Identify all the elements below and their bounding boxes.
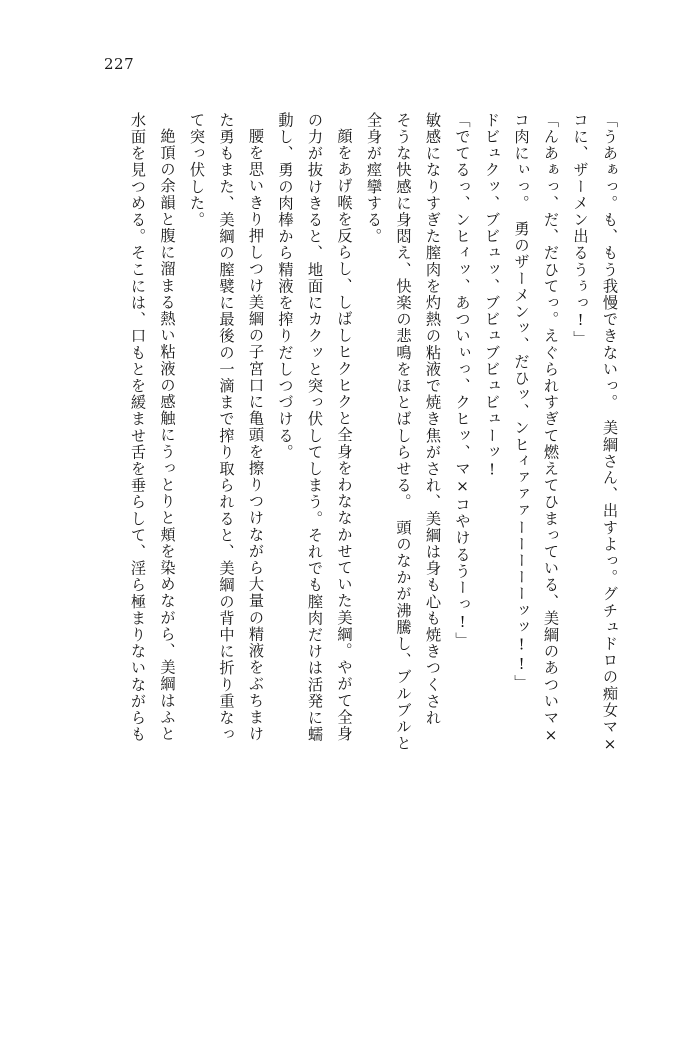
- text-column: 「うあぁっ。も、もう我慢できないっ。 美綱さん、出すよっ。グチュドロの痴女マ×: [601, 112, 619, 755]
- text-column: の力が抜けきると、地面にカクッと突っ伏してしまう。それでも膣肉だけは活発に蠕: [306, 112, 324, 743]
- text-column: 動し、勇の肉棒から精液を搾りだしつづける。: [276, 112, 295, 461]
- text-column: 全身が痙攣する。: [365, 112, 383, 245]
- text-column: そうな快感に身悶え、快楽の悲鳴をほとばしらせる。 頭のなかが沸騰し、ブルブルと: [394, 112, 413, 752]
- text-column: 敏感になりすぎた膣肉を灼熱の粘液で焼き焦がされ、美綱は身も心も焼きつくされ: [424, 112, 442, 727]
- text-column: ドビュクッ、ブビュッ、ブビュブビュビューッ!: [483, 112, 501, 480]
- text-column: 腰を思いきり押しつけ美綱の子宮口に亀頭を擦りつけながら大量の精液をぶちまけ: [247, 128, 265, 743]
- text-column: 顔をあげ喉を反らし、しばしヒクヒクと全身をわななかせていた美綱。やがて全身: [335, 128, 354, 743]
- text-column: 「でてるっ、ンヒィッ、あついぃっ、クヒッ、マ×コやけるうーっ!」: [453, 112, 472, 649]
- text-column: た勇もまた、美綱の膣襞に最後の一滴まで搾り取られると、美綱の背中に折り重なっ: [217, 112, 236, 743]
- text-column: 「んあぁっ、だ、だひてっ。えぐられすぎて燃えてひまっている、美綱のあついマ×: [542, 112, 560, 746]
- body-text-block: [72, 112, 624, 957]
- text-column: 絶頂の余韻と腹に溜まる熱い粘液の感触にうっとりと頬を染めながら、美綱はふと: [158, 128, 177, 743]
- text-column: コ肉にぃっ。 勇のザーメンッ、だひッ、ンヒィァァァーーーーーッッ!!」: [512, 112, 531, 691]
- text-column: 水面を見つめる。そこには、口もとを緩ませ舌を垂らして、淫ら極まりないながらも: [129, 112, 147, 743]
- page-number: 227: [104, 55, 135, 73]
- text-column: コに、ザーメン出るうぅっ!」: [571, 112, 590, 348]
- text-column: て突っ伏した。: [188, 112, 206, 229]
